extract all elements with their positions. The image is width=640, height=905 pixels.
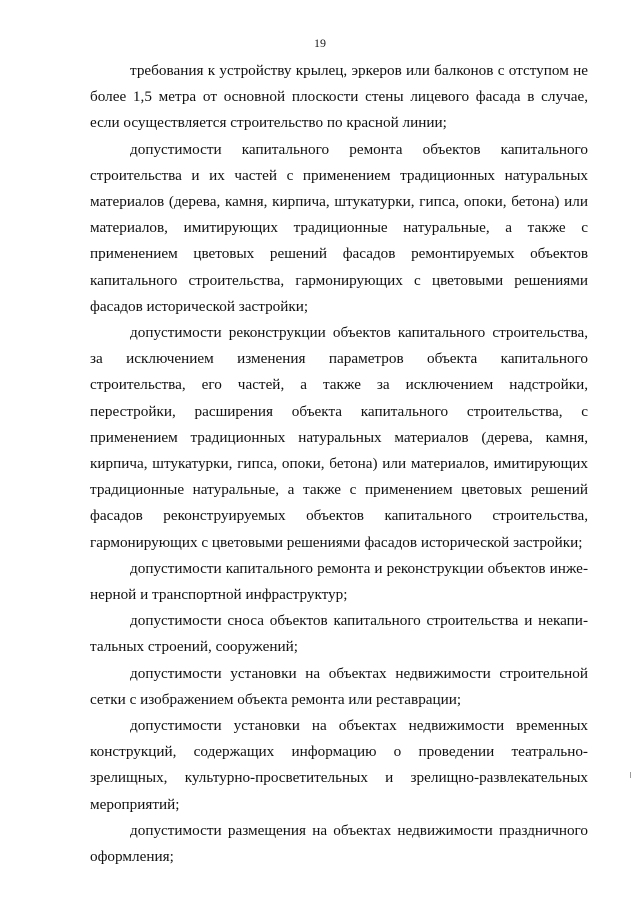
paragraph-demolition: допустимости сноса объектов капитального строительства и некапитальных строений, сооружений;: [90, 612, 588, 656]
paragraph-infrastructure: допустимости капитального ремонта и реконструкции объектов инженерной и транспортной инфраструктур;: [90, 559, 588, 604]
paragraph-capital-repair: допустимости капитального ремонта объектов капитального строительства и их частей с применением традиционных натуральных материалов (дерева, камня, кирпича, штукатурки, гипса, опоки, бетона) или материалов, имитирующих традиционные натуральные, а также с применением цветовых решений фасадов ремонтируемых объектов капитального строительства, гармонирующих с цветовыми решениями фасадов исторической застройки;: [90, 140, 588, 315]
document-body: [90, 58, 588, 870]
scan-mark: [630, 772, 631, 778]
paragraph-festive-decoration: допустимости размещения на объектах недвижимости праздничного оформления;: [90, 821, 588, 866]
paragraph-reconstruction: допустимости реконструкции объектов капитального строительства, за исключением изменения параметров объекта капитального строительства, его частей, а также за исключением надстройки, перестройки, расширения объекта капитального строительства, с применением традиционных натуральных материалов (дерева, камня, кирпича, штукатурки, гипса, опоки, бетона) или материалов, имитирующих традиционные натуральные, а также с применением цветовых решений фасадов реконструируемых объектов капитального строительства, гармонирующих с цветовыми решениями фасадов исторической застройки;: [90, 324, 588, 551]
page-number: 19: [314, 36, 326, 50]
paragraph-temporary-structures: допустимости установки на объектах недвижимости временных конструкций, содержащих информацию о проведении театрально-зрелищных, культурно-просветительных и зрелищно-развлекательных мероприятий;: [90, 717, 588, 813]
paragraph-porch-requirements: требования к устройству крылец, эркеров или балконов с отступом не более 1,5 метра от основной плоскости стены лицевого фасада в случае, если осуществляется строительство по красной линии;: [90, 62, 588, 132]
paragraph-construction-mesh: допустимости установки на объектах недвижимости строительной сетки с изображением объекта ремонта или реставрации;: [90, 664, 588, 708]
